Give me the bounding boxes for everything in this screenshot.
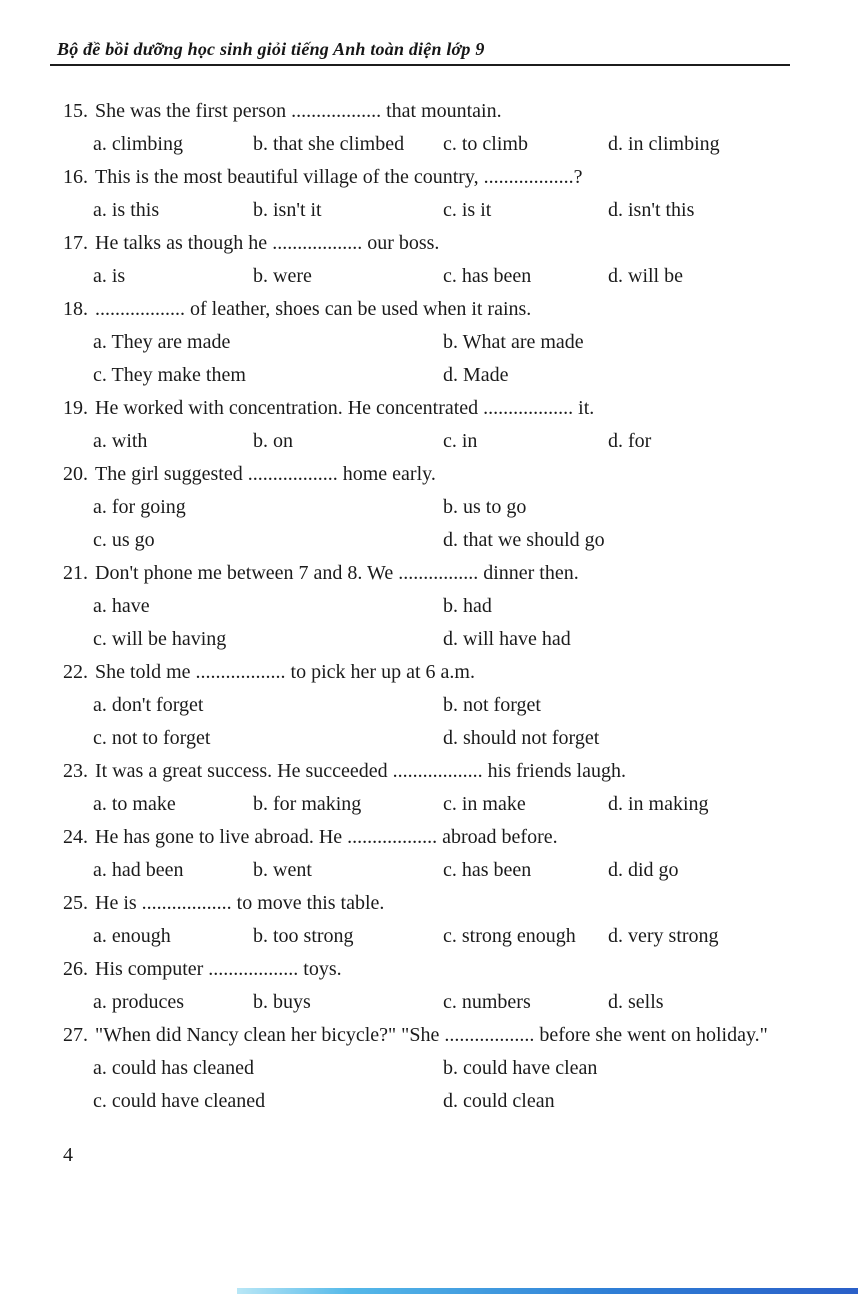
option-d: d. in climbing (608, 133, 720, 155)
option-d: d. will have had (443, 628, 571, 650)
question-body: She told me .................. to pick her up at 6 a.m. (95, 661, 475, 683)
option-a: a. enough (93, 925, 171, 947)
option-c: c. has been (443, 265, 532, 287)
option-b: b. that she climbed (253, 133, 405, 155)
option-d: d. for (608, 430, 652, 452)
option-d: d. should not forget (443, 727, 600, 749)
question-number: 22. (63, 661, 88, 683)
option-d: d. did go (608, 859, 679, 881)
question-number: 24. (63, 826, 88, 848)
options-row (93, 260, 838, 293)
question-18 (63, 293, 838, 392)
option-b: b. for making (253, 793, 362, 815)
question-25 (63, 887, 838, 953)
question-19 (63, 392, 838, 458)
options-row (93, 854, 838, 887)
option-c: c. could have cleaned (93, 1090, 266, 1112)
question-text (63, 458, 838, 491)
option-a: a. with (93, 430, 148, 452)
question-number: 19. (63, 397, 88, 419)
question-text (63, 227, 838, 260)
options-grid (93, 689, 838, 755)
page-number: 4 (63, 1144, 73, 1166)
option-a: a. They are made (93, 331, 231, 353)
question-text (63, 293, 838, 326)
option-c: c. in (443, 430, 478, 452)
options-grid (93, 491, 838, 557)
option-b: b. went (253, 859, 312, 881)
option-b: b. were (253, 265, 312, 287)
question-21 (63, 557, 838, 656)
option-d: d. isn't this (608, 199, 695, 221)
question-body: This is the most beautiful village of the country, ..................? (95, 166, 583, 188)
question-text (63, 755, 838, 788)
question-body: Don't phone me between 7 and 8. We ................ dinner then. (95, 562, 579, 584)
option-c: c. not to forget (93, 727, 211, 749)
options-row (93, 920, 838, 953)
option-a: a. is (93, 265, 126, 287)
question-24 (63, 821, 838, 887)
option-c: c. will be having (93, 628, 227, 650)
options-row (93, 986, 838, 1019)
question-number: 17. (63, 232, 88, 254)
option-a: a. could has cleaned (93, 1057, 255, 1079)
option-b: b. had (443, 595, 492, 617)
option-d: d. very strong (608, 925, 719, 947)
options-grid (93, 326, 838, 392)
options-grid (93, 590, 838, 656)
option-b: b. too strong (253, 925, 354, 947)
option-a: a. produces (93, 991, 185, 1013)
question-text (63, 1019, 838, 1052)
options-row (93, 425, 838, 458)
option-a: a. for going (93, 496, 186, 518)
question-22 (63, 656, 838, 755)
question-number: 20. (63, 463, 88, 485)
option-d: d. in making (608, 793, 709, 815)
option-d: d. could clean (443, 1090, 555, 1112)
question-23 (63, 755, 838, 821)
option-d: d. sells (608, 991, 664, 1013)
question-body: He worked with concentration. He concentrated .................. it. (95, 397, 595, 419)
option-b: b. us to go (443, 496, 527, 518)
question-26 (63, 953, 838, 1019)
option-b: b. What are made (443, 331, 584, 353)
options-row (93, 128, 838, 161)
option-b: b. buys (253, 991, 311, 1013)
options-row (93, 194, 838, 227)
question-text (63, 392, 838, 425)
option-b: b. could have clean (443, 1057, 598, 1079)
option-a: a. had been (93, 859, 184, 881)
option-d: d. that we should go (443, 529, 605, 551)
option-c: c. strong enough (443, 925, 576, 947)
question-number: 27. (63, 1024, 88, 1046)
option-c: c. They make them (93, 364, 246, 386)
question-body: It was a great success. He succeeded .................. his friends laugh. (95, 760, 626, 782)
option-c: c. is it (443, 199, 492, 221)
option-b: b. on (253, 430, 293, 452)
option-a: a. to make (93, 793, 176, 815)
option-a: a. climbing (93, 133, 183, 155)
question-body: His computer .................. toys. (95, 958, 342, 980)
question-body: He has gone to live abroad. He .................. abroad before. (95, 826, 558, 848)
question-27 (63, 1019, 838, 1118)
option-c: c. has been (443, 859, 532, 881)
question-body: The girl suggested .................. home early. (95, 463, 436, 485)
option-a: a. is this (93, 199, 160, 221)
question-16 (63, 161, 838, 227)
question-text (63, 557, 838, 590)
question-number: 18. (63, 298, 88, 320)
option-c: c. in make (443, 793, 526, 815)
question-number: 25. (63, 892, 88, 914)
question-20 (63, 458, 838, 557)
question-text (63, 161, 838, 194)
option-a: a. don't forget (93, 694, 204, 716)
question-body: He talks as though he .................. our boss. (95, 232, 440, 254)
question-list (0, 66, 858, 1118)
option-d: d. Made (443, 364, 509, 386)
option-a: a. have (93, 595, 150, 617)
bottom-edge-blue-strip (237, 1288, 858, 1294)
question-text (63, 953, 838, 986)
question-text (63, 887, 838, 920)
question-number: 23. (63, 760, 88, 782)
option-c: c. to climb (443, 133, 528, 155)
page-header-title: Bộ đề bồi dưỡng học sinh giỏi tiếng Anh toàn diện lớp 9 (57, 39, 485, 59)
question-text (63, 656, 838, 689)
question-number: 16. (63, 166, 88, 188)
question-body: She was the first person .................. that mountain. (95, 100, 502, 122)
option-c: c. numbers (443, 991, 531, 1013)
option-b: b. not forget (443, 694, 541, 716)
option-b: b. isn't it (253, 199, 322, 221)
question-text (63, 95, 838, 128)
question-number: 15. (63, 100, 88, 122)
question-17 (63, 227, 838, 293)
question-text (63, 821, 838, 854)
option-c: c. us go (93, 529, 155, 551)
question-body: .................. of leather, shoes can be used when it rains. (95, 298, 532, 320)
page-header (0, 0, 858, 66)
question-number: 26. (63, 958, 88, 980)
question-15 (63, 95, 838, 161)
option-d: d. will be (608, 265, 683, 287)
options-row (93, 788, 838, 821)
question-body: "When did Nancy clean her bicycle?" "She .................. before she went on holiday." (95, 1024, 768, 1046)
question-number: 21. (63, 562, 88, 584)
options-grid (93, 1052, 838, 1118)
question-body: He is .................. to move this table. (95, 892, 385, 914)
